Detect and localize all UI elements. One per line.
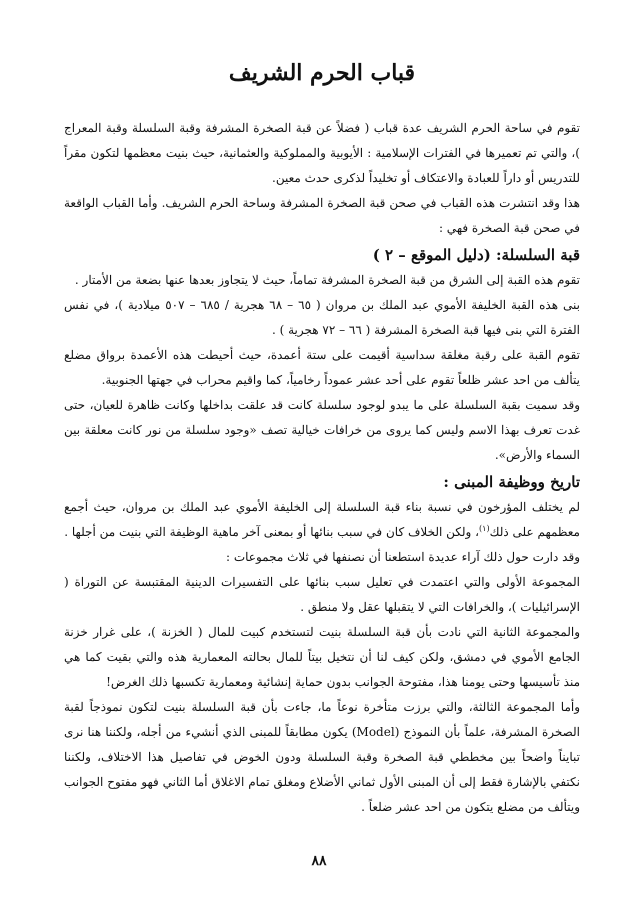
footnote-reference: (١) [479,524,490,533]
section-heading-history: تاريخ ووظيفة المبنى : [443,473,580,491]
intro-paragraph-1: تقوم في ساحة الحرم الشريف عدة قباب ( فضلاً عن قبة الصخرة المشرفة وقبة السلسلة وقبة المعراج )، والتي تم تعميرها في الفترات الإسلامية : الأيوبية والمملوكية والعثمانية، حيث بنيت معظمها لتكون مقراً للتدريس أو داراً للعبادة والاعتكاف أو تخليداً لذكرى حدث معين. [64,121,580,185]
chain-dome-paragraph-3: تقوم القبة على رقبة مغلقة سداسية أقيمت على ستة أعمدة، حيث أحيطت هذه الأعمدة برواق مضلع يتألف من احد عشر ظلعاً تقوم على أحد عشر عموداً رخامياً، كما واقيم محراب في جهتها الجنوبية. [64,348,580,387]
page-body [64,58,580,820]
history-paragraph-4: والمجموعة الثانية التي نادت بأن قبة السلسلة بنيت لتستخدم كبيت للمال ( الخزنة )، على غرار خزنة الجامع الأموي في دمشق، ولكن كيف لنا أن نتخيل بيتاً للمال بحالته المعمارية هذه والتي بقيت كما هي منذ تأسيسها وحتى يومنا هذا، مفتوحة الجوانب بدون حماية إنشائية ومعمارية تكسبها ذلك الغرض! [64,625,580,689]
intro-paragraph-2: هذا وقد انتشرت هذه القباب في صحن قبة الصخرة المشرفة وساحة الحرم الشريف. وأما القباب الواقعة في صحن قبة الصخرة فهي : [64,196,580,235]
history-paragraph-5: وأما المجموعة الثالثة، والتي برزت متأخرة نوعاً ما، جاءت بأن قبة السلسلة بنيت لتكون نموذجاً لقبة الصخرة المشرفة، علماً بأن النموذج (Model) يكون مطابقاً للمبنى الذي أنشيء من أجله، ولكننا هنا نرى تبايناً واضحاً بين مخططي قبة الصخرة وقبة السلسلة ودون الخوض في تفاصيل هذا الاختلاف، ولكننا نكتفي بالإشارة فقط إلى أن المبنى الأول ثماني الأضلاع ومغلق تمام الاغلاق أما الثاني فهو مفتوح الجوانب ويتألف من مضلع يتكون من احد عشر ضلعاً . [64,700,581,814]
history-paragraph-1-end: ، ولكن الخلاف كان في سبب بنائها أو بمعنى آخر ماهية الوظيفة التي بنيت من أجلها . [64,525,480,539]
history-paragraph-3: المجموعة الأولى والتي اعتمدت في تعليل سبب بنائها على التفسيرات الدينية المقتبسة عن التوراة ( الإسرائيليات )، والخرافات التي لا يتقبلها عقل ولا منطق . [64,575,580,614]
history-paragraph-1 [64,495,580,545]
history-paragraph-1-start: لم يختلف المؤرخون في نسبة بناء قبة السلسلة إلى الخليفة الأموي عبد الملك بن مروان، حيث أجمع معظمهم على ذلك [64,500,580,539]
section-heading-chain-dome: قبة السلسلة: (دليل الموقع – ٢ ) [372,246,580,264]
history-paragraph-2: وقد دارت حول ذلك آراء عديدة استطعنا أن نصنفها في ثلاث مجموعات : [225,550,580,564]
chain-dome-paragraph-1: تقوم هذه القبة إلى الشرق من قبة الصخرة المشرفة تماماً، حيث لا يتجاوز بعدها عنها بضعة من الأمتار . [74,273,580,287]
page-title: قباب الحرم الشريف [228,60,416,86]
chain-dome-paragraph-4: وقد سميت بقبة السلسلة على ما يبدو لوجود سلسلة كانت قد علقت بداخلها وكانت ظاهرة للعيان، حتى غدت تعرف بهذا الاسم وليس كما يروى من خرافات خيالية تصف «وجود سلسلة من نور كانت معلقة بين السماء والأرض». [64,398,580,462]
chain-dome-paragraph-2: بنى هذه القبة الخليفة الأموي عبد الملك بن مروان ( ٦٥ – ٦٨ هجرية / ٦٨٥ – ٥٠٧ ميلادية )، في نفس الفترة التي بنى فيها قبة الصخرة المشرفة ( ٦٦ – ٧٢ هجرية ) . [64,298,580,337]
page-number: ٨٨ [311,853,327,869]
